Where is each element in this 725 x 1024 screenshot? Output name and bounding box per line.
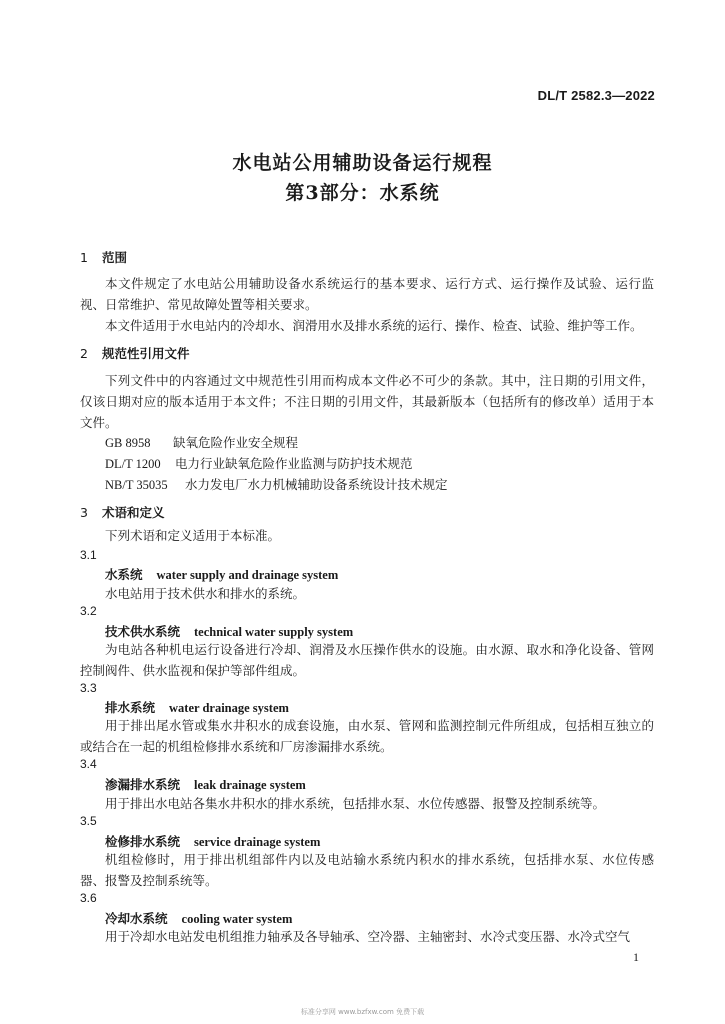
reference-item <box>105 454 413 472</box>
section-title: 术语和定义 <box>102 505 165 520</box>
section-1-paragraph-1: 本文件规定了水电站公用辅助设备水系统运行的基本要求、运行方式、运行操作及试验、运行监视、日常维护、常见故障处置等相关要求。 <box>80 276 654 312</box>
term-heading <box>105 832 320 850</box>
term-name-cn: 技术供水系统 <box>105 624 181 639</box>
term-name-en: service drainage system <box>194 835 321 849</box>
reference-code: DL/T 1200 <box>105 457 161 471</box>
section-1-heading <box>80 248 127 266</box>
reference-item <box>105 433 298 451</box>
section-title: 规范性引用文件 <box>102 346 190 361</box>
term-heading <box>105 775 306 793</box>
watermark-footer: 标准分享网 www.bzfxw.com 免费下载 <box>300 1008 425 1016</box>
term-definition: 用于排出尾水管或集水井积水的成套设施，由水泵、管网和监测控制元件所组成，包括相互独立的或结合在一起的机组检修排水系统和厂房渗漏排水系统。 <box>80 718 654 754</box>
section-3-heading <box>80 503 165 521</box>
section-title: 范围 <box>102 250 128 265</box>
section-3-intro: 下列术语和定义适用于本标准。 <box>105 528 281 543</box>
term-name-cn: 渗漏排水系统 <box>105 777 181 792</box>
term-name-en: water supply and drainage system <box>156 568 339 582</box>
term-name-en: leak drainage system <box>194 778 306 792</box>
term-number: 3.6 <box>80 891 97 905</box>
reference-code: GB 8958 <box>105 436 151 450</box>
term-definition: 用于排出水电站各集水井积水的排水系统，包括排水泵、水位传感器、报警及控制系统等。 <box>105 796 606 811</box>
document-subtitle: 第3部分：水系统 <box>285 182 440 204</box>
term-name-cn: 检修排水系统 <box>105 834 181 849</box>
section-number: 1 <box>80 250 88 265</box>
section-number: 3 <box>80 505 88 520</box>
term-name-en: cooling water system <box>181 912 293 926</box>
page-number: 1 <box>633 950 639 964</box>
term-name-cn: 冷却水系统 <box>105 911 168 926</box>
reference-title: 缺氧危险作业安全规程 <box>173 435 299 450</box>
section-2-heading <box>80 344 190 362</box>
term-name-en: water drainage system <box>169 701 289 715</box>
term-number: 3.4 <box>80 757 97 771</box>
reference-code: NB/T 35035 <box>105 478 168 492</box>
term-heading <box>105 909 292 927</box>
term-name-en: technical water supply system <box>194 625 354 639</box>
reference-title: 水力发电厂水力机械辅助设备系统设计技术规定 <box>185 477 448 492</box>
term-definition: 为电站各种机电运行设备进行冷却、润滑及水压操作供水的设施。由水源、取水和净化设备、管网控制阀件、供水监视和保护等部件组成。 <box>80 642 654 678</box>
term-name-cn: 排水系统 <box>105 700 156 715</box>
term-number: 3.2 <box>80 604 97 618</box>
document-title: 水电站公用辅助设备运行规程 <box>232 152 493 174</box>
standard-code: DL/T 2582.3—2022 <box>537 88 655 103</box>
term-number: 3.1 <box>80 548 97 562</box>
reference-title: 电力行业缺氧危险作业监测与防护技术规范 <box>175 456 413 471</box>
term-definition: 机组检修时，用于排出机组部件内以及电站输水系统内积水的排水系统，包括排水泵、水位传感器、报警及控制系统等。 <box>80 852 654 888</box>
term-number: 3.3 <box>80 681 97 695</box>
term-heading <box>105 622 353 640</box>
term-definition: 水电站用于技术供水和排水的系统。 <box>105 586 306 601</box>
term-definition: 用于冷却水电站发电机组推力轴承及各导轴承、空冷器、主轴密封、水冷式变压器、水冷式空气 <box>105 929 631 944</box>
section-number: 2 <box>80 346 88 361</box>
term-heading <box>105 698 289 716</box>
section-1-paragraph-2: 本文件适用于水电站内的冷却水、润滑用水及排水系统的运行、操作、检查、试验、维护等工作。 <box>105 318 643 333</box>
term-number: 3.5 <box>80 814 97 828</box>
term-name-cn: 水系统 <box>105 567 143 582</box>
section-2-paragraph-1: 下列文件中的内容通过文中规范性引用而构成本文件必不可少的条款。其中，注日期的引用文件，仅该日期对应的版本适用于本文件；不注日期的引用文件，其最新版本（包括所有的修改单）适用于本文件。 <box>80 373 654 430</box>
reference-item <box>105 475 448 493</box>
term-heading <box>105 565 338 583</box>
